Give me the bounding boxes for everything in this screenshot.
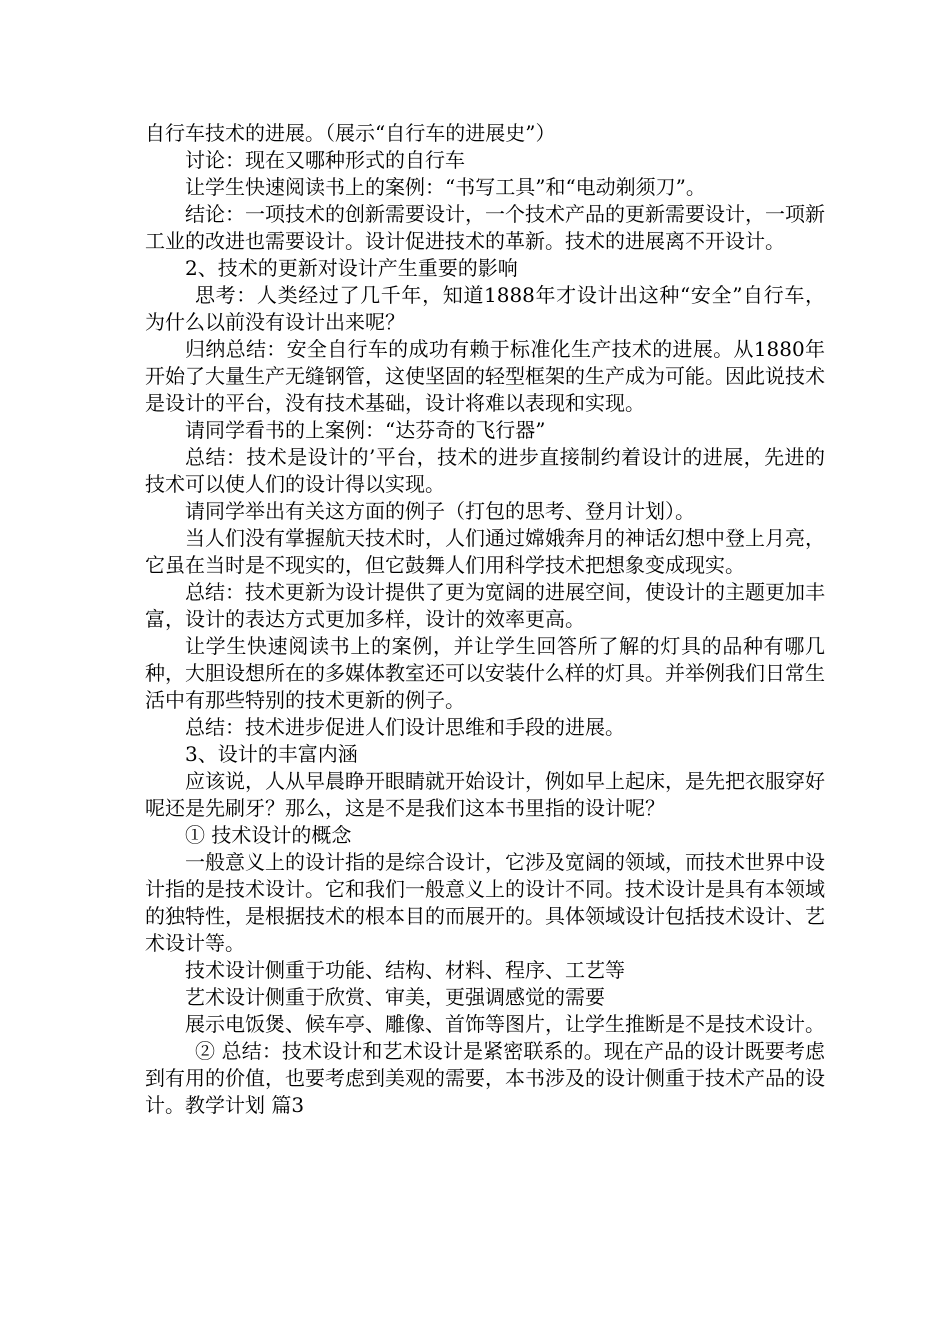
paragraph-tech-design-focus: 技术设计侧重于功能、结构、材料、程序、工艺等 — [185, 958, 625, 982]
paragraph-davinci-case: 请同学看书的上案例：“达芬奇的飞行器” — [185, 418, 546, 442]
paragraph-morning: 应该说，人从早晨睁开眼睛就开始设计，例如早上起床，是先把衣服穿好呢还是先刷牙？那么，这是不是我们这本书里指的设计呢？ — [145, 769, 825, 820]
document-body — [145, 120, 825, 1119]
paragraph-summary-platform: 总结：技术是设计的’平台，技术的进步直接制约着设计的进展，先进的技术可以使人们的设计得以实现。 — [145, 445, 825, 496]
paragraph-conclusion: 结论：一项技术的创新需要设计，一个技术产品的更新需要设计，一项新工业的改进也需要设计。设计促进技术的革新。技术的进展离不开设计。 — [145, 202, 825, 253]
section-heading-2: 2、技术的更新对设计产生重要的影响 — [185, 256, 518, 280]
paragraph-bicycle-progress: 自行车技术的进展。（展示“自行车的进展史”） — [145, 121, 556, 145]
paragraph-art-design-focus: 艺术设计侧重于欣赏、审美，更强调感觉的需要 — [185, 985, 605, 1009]
paragraph-examples: 请同学举出有关这方面的例子（打包的思考、登月计划）。 — [185, 499, 695, 523]
subheading-concept: ① 技术设计的概念 — [185, 823, 352, 847]
paragraph-discussion: 讨论：现在又哪种形式的自行车 — [185, 148, 465, 172]
paragraph-read-cases: 让学生快速阅读书上的案例：“书写工具”和“电动剃须刀”。 — [185, 175, 706, 199]
paragraph-summary-space: 总结：技术更新为设计提供了更为宽阔的进展空间，使设计的主题更加丰富，设计的表达方式更加多样，设计的效率更高。 — [145, 580, 825, 631]
paragraph-think: 思考：人类经过了几千年，知道1888年才设计出这种“安全”自行车，为什么以前没有设计出来呢？ — [145, 283, 825, 334]
paragraph-final-summary: ② 总结：技术设计和艺术设计是紧密联系的。现在产品的设计既要考虑到有用的价值，也要考虑到美观的需要，本书涉及的设计侧重于技术产品的设计。教学计划 篇3 — [145, 1039, 825, 1117]
paragraph-summary-safety-bike: 归纳总结：安全自行车的成功有赖于标准化生产技术的进展。从1880年开始了大量生产无缝钢管，这使坚固的轻型框架的生产成为可能。因此说技术是设计的平台，没有技术基础，设计将难以表现和实现。 — [145, 337, 825, 415]
paragraph-moon: 当人们没有掌握航天技术时，人们通过嫦娥奔月的神话幻想中登上月亮，它虽在当时是不现实的，但它鼓舞人们用科学技术把想象变成现实。 — [145, 526, 825, 577]
paragraph-summary-thinking: 总结：技术进步促进人们设计思维和手段的进展。 — [185, 715, 625, 739]
paragraph-lamps: 让学生快速阅读书上的案例，并让学生回答所了解的灯具的品种有哪几种，大胆设想所在的多媒体教室还可以安装什么样的灯具。并举例我们日常生活中有那些特别的技术更新的例子。 — [145, 634, 825, 712]
section-heading-3: 3、设计的丰富内涵 — [185, 742, 358, 766]
paragraph-general-design: 一般意义上的设计指的是综合设计，它涉及宽阔的领域，而技术世界中设计指的是技术设计。它和我们一般意义上的设计不同。技术设计是具有本领域的独特性，是根据技术的根本目的而展开的。具体领域设计包括技术设计、艺术设计等。 — [145, 850, 825, 955]
paragraph-show-pictures: 展示电饭煲、候车亭、雕像、首饰等图片，让学生推断是不是技术设计。 — [185, 1012, 825, 1036]
